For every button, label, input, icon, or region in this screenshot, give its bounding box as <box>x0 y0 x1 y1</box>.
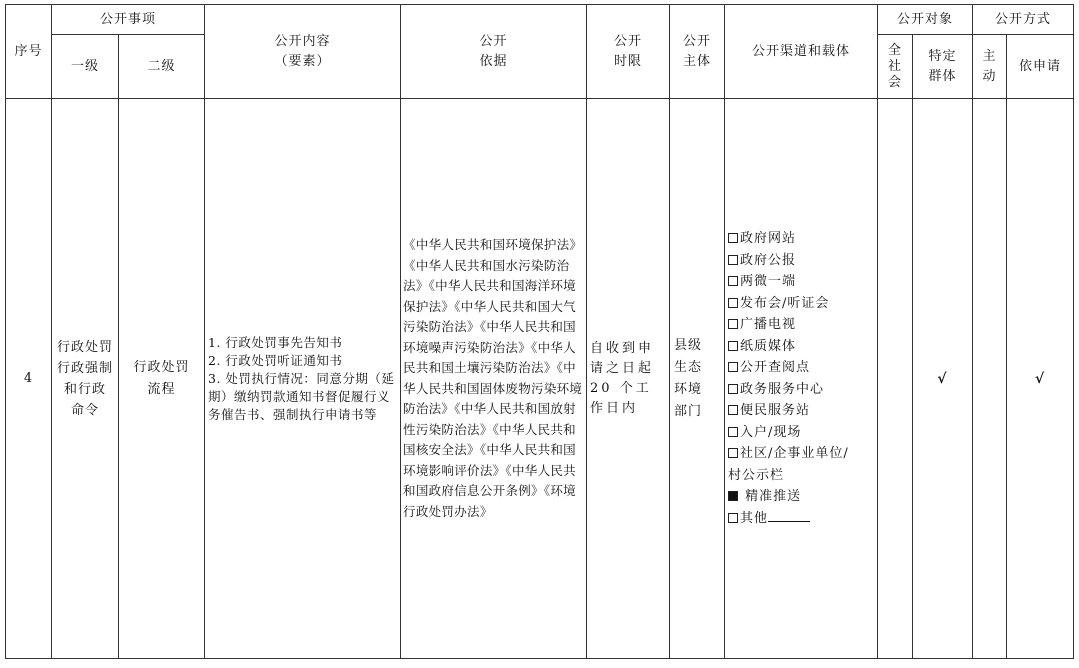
channel-label: 入户/现场 <box>740 424 802 440</box>
header-time-limit: 公开 时限 <box>587 5 670 99</box>
unchecked-box-icon <box>728 384 738 394</box>
unchecked-box-icon <box>728 276 738 286</box>
unchecked-box-icon <box>728 513 738 523</box>
channel-label: 村公示栏 <box>728 467 785 483</box>
unchecked-box-icon <box>728 362 738 372</box>
header-row-1 <box>6 5 1074 35</box>
channel-option <box>728 443 874 465</box>
header-audience-all: 全 社 会 <box>878 35 913 99</box>
channel-option <box>728 465 874 487</box>
channel-option <box>728 250 874 272</box>
header-channels: 公开渠道和载体 <box>725 5 878 99</box>
channel-label: 政务服务中心 <box>740 381 825 397</box>
unchecked-box-icon <box>728 298 738 308</box>
header-content: 公开内容 （要素） <box>205 5 401 99</box>
channel-label: 精准推送 <box>740 489 802 504</box>
header-mode-active: 主 动 <box>973 35 1007 99</box>
cell-level1: 行政处罚 行政强制 和行政 命令 <box>52 99 119 659</box>
header-mode-group: 公开方式 <box>973 5 1074 35</box>
unchecked-box-icon <box>728 255 738 265</box>
disclosure-table <box>5 4 1074 659</box>
cell-seq: 4 <box>6 99 52 659</box>
cell-time-limit: 自收到申请之日起 20 个工作日内 <box>587 99 670 659</box>
table-row <box>6 99 1074 659</box>
channel-list <box>728 228 874 529</box>
header-basis: 公开 依据 <box>401 5 587 99</box>
header-subject: 公开 主体 <box>670 5 725 99</box>
unchecked-box-icon <box>728 405 738 415</box>
channel-option <box>728 293 874 315</box>
cell-basis: 《中华人民共和国环境保护法》《中华人民共和国水污染防治法》《中华人民共和国海洋环境保护法》《中华人民共和国大气污染防治法》《中华人民共和国环境噪声污染防治法》《中华人民共和国土壤污染防治法》《中华人民共和国固体废物污染环境防治法》《中华人民共和国放射性污染防治法》《中华人民共和国核安全法》《中华人民共和国环境影响评价法》《中华人民共和国政府信息公开条例》《环境行政处罚办法》 <box>401 99 587 659</box>
channel-label: 广播电视 <box>740 317 797 332</box>
channel-label: 发布会/听证会 <box>740 295 830 311</box>
channel-option <box>728 508 874 530</box>
channel-label: 政府公报 <box>740 252 797 268</box>
header-seq: 序号 <box>6 5 52 99</box>
unchecked-box-icon <box>728 341 738 351</box>
channel-option <box>728 400 874 422</box>
channel-option <box>728 271 874 293</box>
cell-subject: 县级 生态 环境 部门 <box>670 99 725 659</box>
channel-option <box>728 486 874 508</box>
channel-label: 政府网站 <box>740 231 797 246</box>
channel-label: 公开查阅点 <box>740 360 811 375</box>
cell-mode-request-check: √ <box>1007 99 1074 659</box>
header-level2: 二级 <box>119 35 205 99</box>
other-blank-line <box>768 509 810 522</box>
unchecked-box-icon <box>728 233 738 243</box>
channel-option <box>728 422 874 444</box>
cell-content: 1. 行政处罚事先告知书 2. 行政处罚听证通知书 3. 处罚执行情况：同意分期（延期）缴纳罚款通知书督促履行义务催告书、强制执行申请书等 <box>205 99 401 659</box>
channel-option <box>728 379 874 401</box>
cell-level2: 行政处罚 流程 <box>119 99 205 659</box>
header-mode-request: 依申请 <box>1007 35 1074 99</box>
unchecked-box-icon <box>728 427 738 437</box>
channel-label: 社区/企事业单位/ <box>740 446 849 461</box>
channel-option <box>728 228 874 250</box>
checked-box-icon <box>728 491 738 501</box>
header-audience-group: 公开对象 <box>878 5 973 35</box>
header-level1: 一级 <box>52 35 119 99</box>
cell-mode-active <box>973 99 1007 659</box>
cell-audience-specific-check: √ <box>913 99 973 659</box>
channel-option <box>728 314 874 336</box>
channel-label: 便民服务站 <box>740 403 811 418</box>
unchecked-box-icon <box>728 448 738 458</box>
channel-label: 两微一端 <box>740 274 797 289</box>
cell-audience-all <box>878 99 913 659</box>
channel-option <box>728 357 874 379</box>
header-item-group: 公开事项 <box>52 5 205 35</box>
channel-label: 纸质媒体 <box>740 338 797 354</box>
cell-channels <box>725 99 878 659</box>
channel-option <box>728 336 874 358</box>
header-audience-specific: 特定 群体 <box>913 35 973 99</box>
channel-label: 其他 <box>740 510 769 526</box>
unchecked-box-icon <box>728 319 738 329</box>
